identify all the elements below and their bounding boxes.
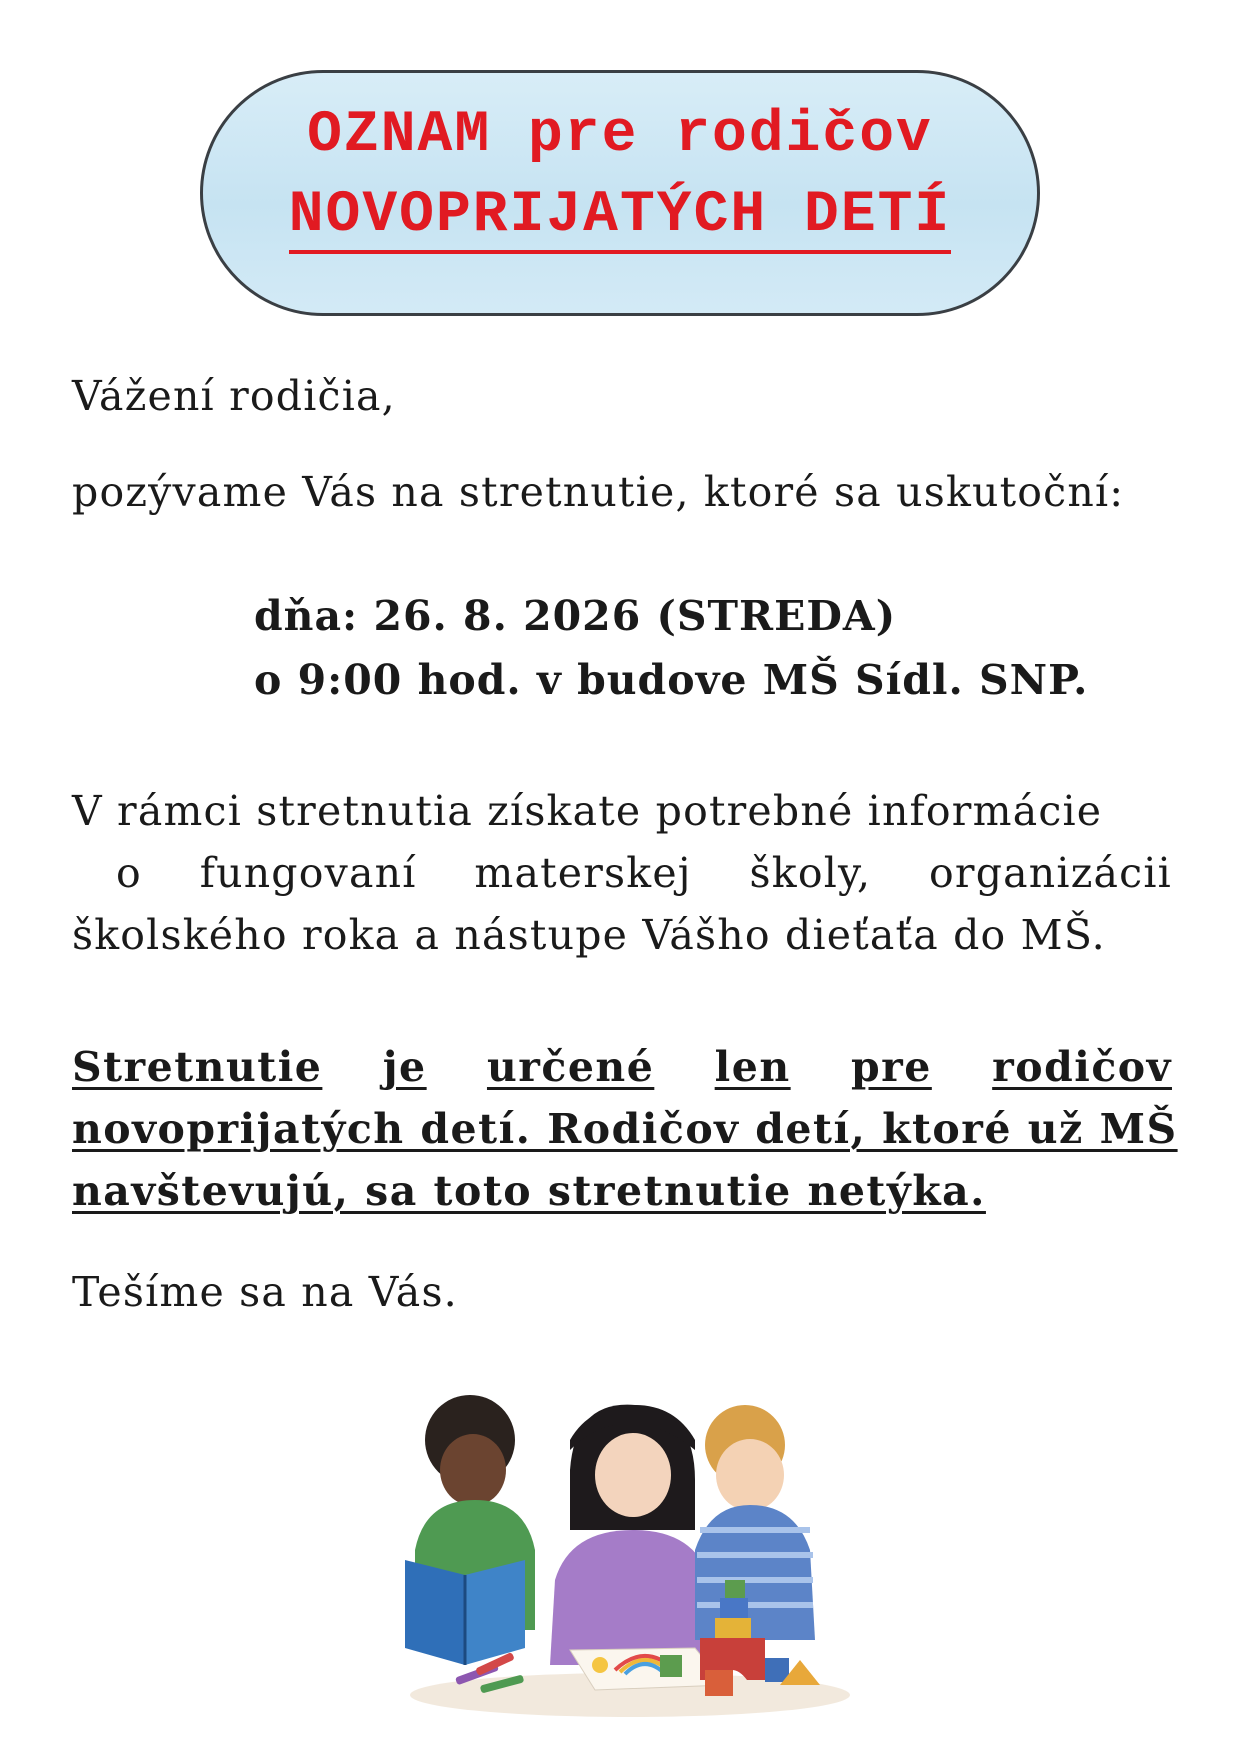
child-reading <box>405 1395 535 1665</box>
closing-text: Tešíme sa na Vás. <box>72 1268 458 1316</box>
note-word: rodičov <box>992 1043 1172 1091</box>
info-word: materskej <box>474 849 692 897</box>
info-line: V rámci stretnutia získate potrebné informácie <box>72 787 1103 835</box>
info-word: organizácii <box>929 849 1172 897</box>
info-word: školy, <box>749 849 872 897</box>
note-word: len <box>714 1043 791 1091</box>
greeting: Vážení rodičia, <box>72 372 396 420</box>
banner-subtitle-text: NOVOPRIJATÝCH DETÍ <box>289 183 952 254</box>
event-time-place: o 9:00 hod. v budove MŠ Sídl. SNP. <box>254 656 1089 704</box>
info-line-justified <box>72 842 1172 904</box>
note-word: určené <box>486 1043 655 1091</box>
info-paragraph <box>72 780 1172 966</box>
note-line: navštevujú, sa toto stretnutie netýka. <box>72 1167 986 1215</box>
event-date: dňa: 26. 8. 2026 (STREDA) <box>254 592 897 640</box>
info-word: fungovaní <box>199 849 417 897</box>
banner-title: OZNAM pre rodičov <box>307 103 933 168</box>
note-word: Stretnutie <box>72 1043 323 1091</box>
banner-subtitle <box>203 183 1037 248</box>
invitation-text: pozývame Vás na stretnutie, ktoré sa uskutoční: <box>72 468 1125 516</box>
note-word: je <box>382 1043 427 1091</box>
note-line-justified <box>72 1036 1172 1098</box>
children-illustration <box>395 1380 855 1720</box>
important-note <box>72 1036 1178 1222</box>
info-line: školského roka a nástupe Vášho dieťaťa do MŠ. <box>72 911 1106 959</box>
info-word: o <box>116 849 142 897</box>
header-banner <box>200 70 1040 316</box>
note-word: pre <box>850 1043 932 1091</box>
note-line: novoprijatých detí. Rodičov detí, ktoré už MŠ <box>72 1105 1178 1153</box>
